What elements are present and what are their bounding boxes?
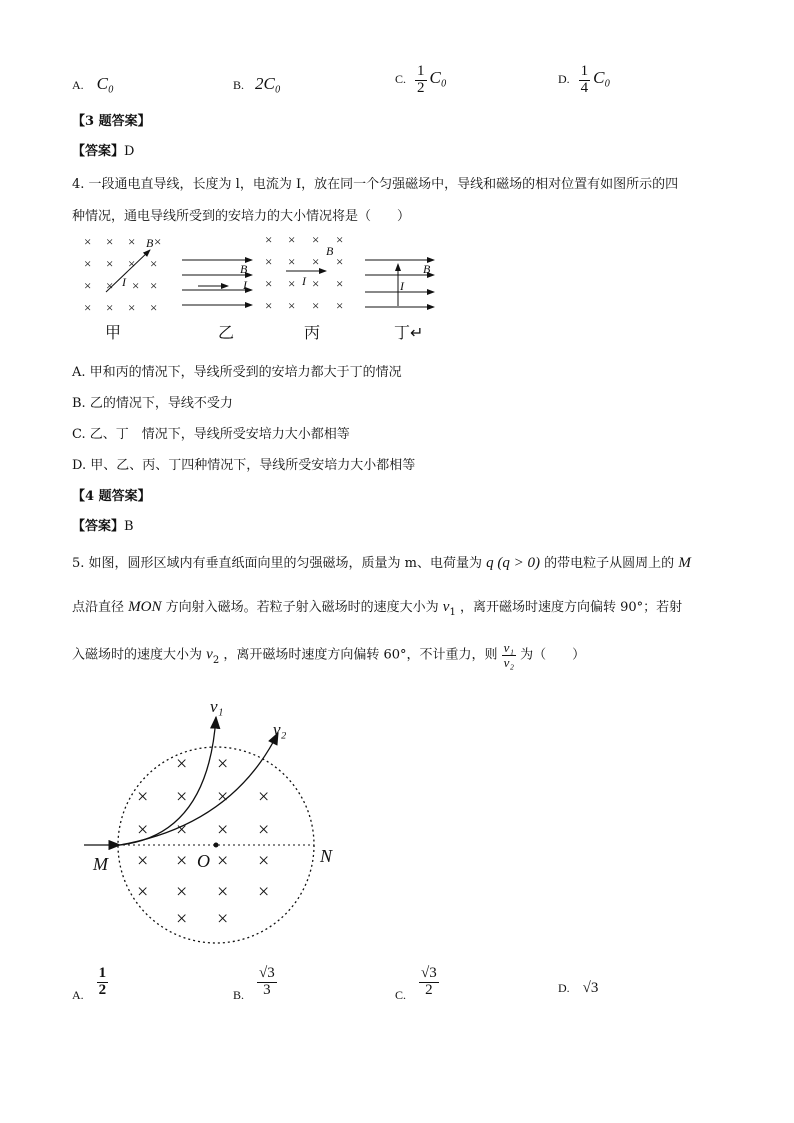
q4-answer: 【答案】B [72,519,134,534]
svg-text:×: × [265,254,273,269]
svg-text:×: × [84,300,92,315]
svg-text:×: × [176,908,188,930]
q4-figure [60,228,460,348]
q3-option-d: D. $\frac{1}{4}$ C₀ [558,63,611,96]
q3-option-b: B. 2C₀ [233,74,281,93]
svg-text:×: × [128,234,136,249]
svg-text:×: × [150,300,158,315]
svg-text:×: × [265,232,273,247]
q4-fig-label-ding: 丁↵ [394,325,424,342]
svg-text:×: × [336,254,344,269]
svg-text:×: × [312,298,320,313]
q4-fig-bing-i-label: I [302,274,306,288]
q4-fig-bing-b-label: B [326,244,334,258]
svg-text:×: × [217,908,229,930]
svg-text:×: × [84,234,92,249]
q4-stem-line1: 4. 一段通电直导线，长度为 l，电流为 I，放在同一个匀强磁场中，导线和磁场的相对位置有如图所示的四 [72,177,679,192]
q5-fig-v2-label: v₂ [273,720,287,739]
svg-text:×: × [258,881,270,903]
svg-text:×: × [312,276,320,291]
svg-text:×: × [132,278,140,293]
q4-option-b: B. 乙的情况下，导线不受力 [72,396,233,411]
q5-option-d: D. √3 [558,980,599,996]
q4-stem-line2: 种情况，通电导线所受到的安培力的大小情况将是（ ） [72,209,411,224]
q3-answer: 【答案】D [72,144,135,159]
q4-fig-jia [84,234,161,315]
svg-text:×: × [258,819,270,841]
q5-fig-o-label: O [197,851,210,871]
q4-fig-jia-b-label: B [146,236,154,250]
svg-text:×: × [150,278,158,293]
svg-text:×: × [137,786,149,808]
svg-text:×: × [217,753,229,775]
q5-stem-line1: 5. 如图，圆形区域内有垂直纸面向里的匀强磁场，质量为 m、电荷量为 q (q > 0) 的带电粒子从圆周上的 M [72,555,691,571]
q3-option-a: A. C₀ [72,74,114,93]
svg-text:×: × [336,298,344,313]
svg-text:×: × [288,232,296,247]
svg-text:×: × [258,850,270,872]
q5-stem-line2: 点沿直径 MON 方向射入磁场。若粒子射入磁场时的速度大小为 $v_1$ ，离开磁场时速度方向偏转 90°；若射 [72,599,683,618]
q4-option-d: D. 甲、乙、丙、丁四种情况下，导线所受安培力大小都相等 [72,458,416,473]
svg-text:×: × [137,819,149,841]
svg-text:×: × [128,300,136,315]
svg-text:×: × [217,786,229,808]
q3-section-tag: 【3 题答案】 [72,114,151,129]
q4-fig-yi [182,260,252,305]
svg-text:×: × [288,276,296,291]
q5-figure [80,695,360,955]
q4-fig-ding-i-label: I [400,279,404,293]
q4-fig-ding [365,260,434,307]
svg-text:×: × [312,232,320,247]
svg-text:×: × [336,276,344,291]
q4-option-a: A. 甲和丙的情况下，导线所受到的安培力都大于丁的情况 [72,365,402,380]
svg-text:×: × [217,850,229,872]
q5-fig-m-label: M [93,854,108,874]
svg-text:×: × [176,819,188,841]
q5-fig-n-label: N [320,846,333,866]
svg-text:×: × [176,881,188,903]
svg-text:×: × [336,232,344,247]
q5-stem-line3: 入磁场时的速度大小为 $v_2$ ，离开磁场时速度方向偏转 60°，不计重力，则 $\frac{\text{v₁}}{\text{v₂}}$ 为（ ） [72,640,586,670]
q5-fig-v1-label: v₁ [210,697,224,716]
q4-fig-ding-b-label: B [423,262,431,276]
q4-option-c: C. 乙、丁 情况下，导线所受安培力大小都相等 [72,427,350,442]
svg-text:×: × [150,256,158,271]
q5-option-c: C. $\frac{√3}{2}$ [395,965,437,1002]
svg-text:×: × [106,256,114,271]
q5-option-a: A. $\frac{1}{2}$ [72,965,107,1002]
svg-text:×: × [265,276,273,291]
q4-fig-bing [265,232,343,313]
svg-text:×: × [312,254,320,269]
svg-text:×: × [154,234,162,249]
svg-text:×: × [84,256,92,271]
svg-text:×: × [265,298,273,313]
q4-fig-jia-i-label: I [122,275,126,289]
svg-text:×: × [217,881,229,903]
svg-text:×: × [176,850,188,872]
q4-section-tag: 【4 题答案】 [72,489,151,504]
svg-text:×: × [137,881,149,903]
q5-option-b: B. $\frac{√3}{3}$ [233,965,275,1002]
svg-text:×: × [288,254,296,269]
svg-text:×: × [106,300,114,315]
svg-text:×: × [176,753,188,775]
svg-text:×: × [137,850,149,872]
q4-fig-label-bing: 丙 [304,325,321,342]
svg-text:×: × [258,786,270,808]
q4-fig-yi-b-label: B [240,262,248,276]
svg-text:×: × [288,298,296,313]
q4-fig-yi-i-label: I [243,278,247,292]
svg-text:×: × [217,819,229,841]
svg-text:×: × [106,278,114,293]
q4-fig-label-yi: 乙 [218,325,235,342]
svg-text:×: × [84,278,92,293]
q4-fig-label-jia: 甲 [105,325,122,342]
svg-text:×: × [106,234,114,249]
svg-text:×: × [176,786,188,808]
q3-option-c: C. $\frac{1}{2}$ C₀ [395,63,447,96]
svg-text:×: × [128,256,136,271]
